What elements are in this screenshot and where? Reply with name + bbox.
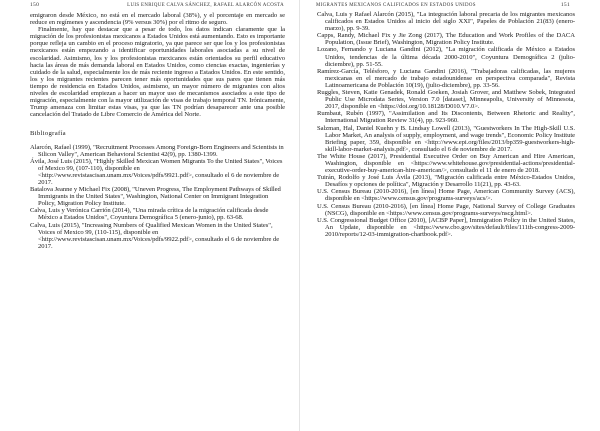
bibliography-entry: Rumbaut, Rubén (1997), "Assimilation and Its Discontents, Between Rhetoric and Reality", International Migration Review 31(4), pp. 923-960.	[317, 110, 575, 125]
bibliography-entry: Lozano, Fernando y Luciana Gandini (2012), "La migración calificada de México a Estados Unidos, tendencias de la última década 2000-2010", Coyuntura Demográfica 2 (julio-diciembre), pp. 51-55.	[317, 46, 575, 68]
right-page	[300, 0, 600, 431]
body-paragraph: Finalmente, hay que destacar que a pesar de todo, los datos indican claramente que la migración de los profesionistas mexicanos a Estados Unidos está aumentando. Esto es importante porque refleja un cambio en el proceso migratorio, ya que parece ser que los y los profesionistas mexicanos están empezando a identificar oportunidades laborales asociadas a su nivel de escolaridad. Asimismo, los y los profesionistas mexicanos están orientados su perfil educativo hacia las áreas de más demanda laboral en Estados Unidos, como ciencias exactas, ingenierías y cuidado de la salud, especialmente los de más reciente ingreso a Estados Unidos. En este sentido, los y los migrantes recientes parecen tener más oportunidades que sus pares que tienen más tiempo de residencia en Estados Unidos, asimismo, un mayor número de migrantes con altos niveles de escolaridad empiezan a hacer un mayor uso de mecanismos asociados a este tipo de migración, especialmente con la mayor utilización de visas de trabajo temporal TN. Irónicamente, Trump amenaza con limitar estas visas, ya que las TN podrían desaparecer ante una posible cancelación del Tratado de Libre Comercio de América del Norte.	[30, 26, 285, 119]
bibliography-entry: Calva, Luis y Rafael Alarcón (2015), "La integración laboral precaria de los migrantes mexicanos calificados en Estados Unidos al inicio del siglo XXI", Papeles de Población 21(83) (enero-marzo), pp. 9-39.	[317, 11, 575, 33]
left-page-number: 150	[30, 2, 40, 8]
body-paragraph: emigraron desde México, no está en el mercado laboral (38%), y el porcentaje en mercado se reduce en regímenes y ascendencia (9% versus 30%) por el ritmo de seguro.	[30, 12, 285, 27]
bibliography-entry: U.S. Census Bureau (2010-2016), [en línea] Home Page, National Survey of College Graduates (NSCG), disponible en <https://www.census.gov/programs-surveys/nscg.html>.	[317, 202, 575, 217]
bibliography-entry: Ávila, José Luis (2015), "Highly Skilled Mexican Women Migrants To the United States", Voices of Mexico 99, (107-110), disponible en <http://www.revistascisan.unam.mx/Voices/pdfs/9921.pdf>, consultado el 6 de noviembre de 2017.	[30, 157, 283, 186]
bibliography-entry: The White House (2017), Presidential Executive Order on Buy American and Hire American, Washington, disponible en <https://www.whitehouse.gov/presidential-actions/presidential-executive-order-buy-american-hire-american/>, consultado el 11 de enero de 2018.	[317, 152, 575, 175]
bibliography-entry: Calva, Luis y Verónica Carrión (2014), "Una mirada crítica de la migración calificada desde México a Estados Unidos", Coyuntura Demográfica 5 (enero-junio), pp. 63-68.	[30, 207, 269, 222]
right-page-number: 151	[560, 2, 570, 8]
bibliography-entry: Salzman, Hal, Daniel Kuehn y B. Lindsay Lowell (2013), "Guestworkers In The High-Skill U.S. Labor Market, An analysis of supply, employment, and wage trends", Economic Policy Institute Briefing paper, 359, disponible en <http://www.epi.org/files/2013/bp359-guestworkers-high-skill-labor-market-analysis.pdf>, consultado el 6 de noviembre de 2017.	[317, 124, 575, 153]
bibliography-entry: Ruggles, Steven, Katie Genadek, Ronald Goeken, Josiah Grover, and Matthew Sobek, Integrated Public Use Microdata Series, Version 7.0 [dataset], Minneapolis, University of Minnesota, 2017, disponible en <https://doi.org/10.18128/D010.V7.0>.	[317, 89, 575, 111]
bibliography-entry: Capps, Randy, Michael Fix y Jie Zong (2017), The Education and Work Profiles of the DACA Population, (Issue Brief), Washington, Migration Policy Institute.	[317, 32, 575, 47]
right-running-head	[316, 2, 570, 8]
left-running-head	[30, 2, 286, 8]
left-text-block	[30, 12, 285, 250]
bibliography-heading: Bibliografía	[30, 130, 66, 138]
bibliography-entry: Calva, Luis (2015), "Increasing Numbers of Qualified Mexican Women in the United States", Voices of Mexico 99, (110-115), disponible en <http://www.revistascisan.unam.mx/Voices/pdfs/9922.pdf>, consultado el 6 de noviembre de 2017.	[30, 221, 280, 250]
bibliography-entry: Tuirán, Rodolfo y José Luis Ávila (2013), "Migración calificada entre México-Estados Unidos, Desafíos y opciones de política", Migración y Desarrollo 11(21), pp. 43-63.	[317, 174, 575, 189]
right-running-title: MIGRANTES MEXICANOS CALIFICADOS EN ESTADOS UNIDOS	[316, 3, 476, 8]
bibliography-entry: U.S. Congressional Budget Office (2010), [ACBP Paper], Immigration Policy in the United States, An Update, disponible en <https://www.cbo.gov/sites/default/files/111th-congress-2009-2010/reports/12-03-immigration-chartbook.pdf>.	[317, 216, 575, 238]
bibliography-entry: Ramírez-García, Telésforo, y Luciana Gandini (2016), "Trabajadoras calificadas, las mujeres mexicanas en el mercado de trabajo estadounidense en perspectiva comparada", Revista Latinoamericana de Población 10(19), (julio-diciembre), pp. 33-56.	[317, 67, 575, 89]
left-running-title: LUIS ENRIQUE CALVA SÁNCHEZ, RAFAEL ALARCÓN ACOSTA	[127, 3, 284, 8]
bibliography-entry: Alarcón, Rafael (1999), "Recruitment Processes Among Foreign-Born Engineers and Scientists in Silicon Valley", American Behavioral Scientist 42(9), pp. 1380-1399.	[30, 143, 284, 158]
bibliography-entry: Batalova Jeanne y Michael Fix (2008), "Uneven Progress, The Employment Pathways of Skilled Immigrants in the United States", Washington, National Center on Immigrant Integration Policy, Migration Policy Institute.	[30, 186, 281, 208]
bibliography-entry: U.S. Census Bureau (2010-2016), [en línea] Home Page, American Community Survey (ACS), disponible en <https://www.census.gov/programs-surveys/acs/>.	[317, 188, 575, 203]
right-text-block	[317, 11, 575, 238]
